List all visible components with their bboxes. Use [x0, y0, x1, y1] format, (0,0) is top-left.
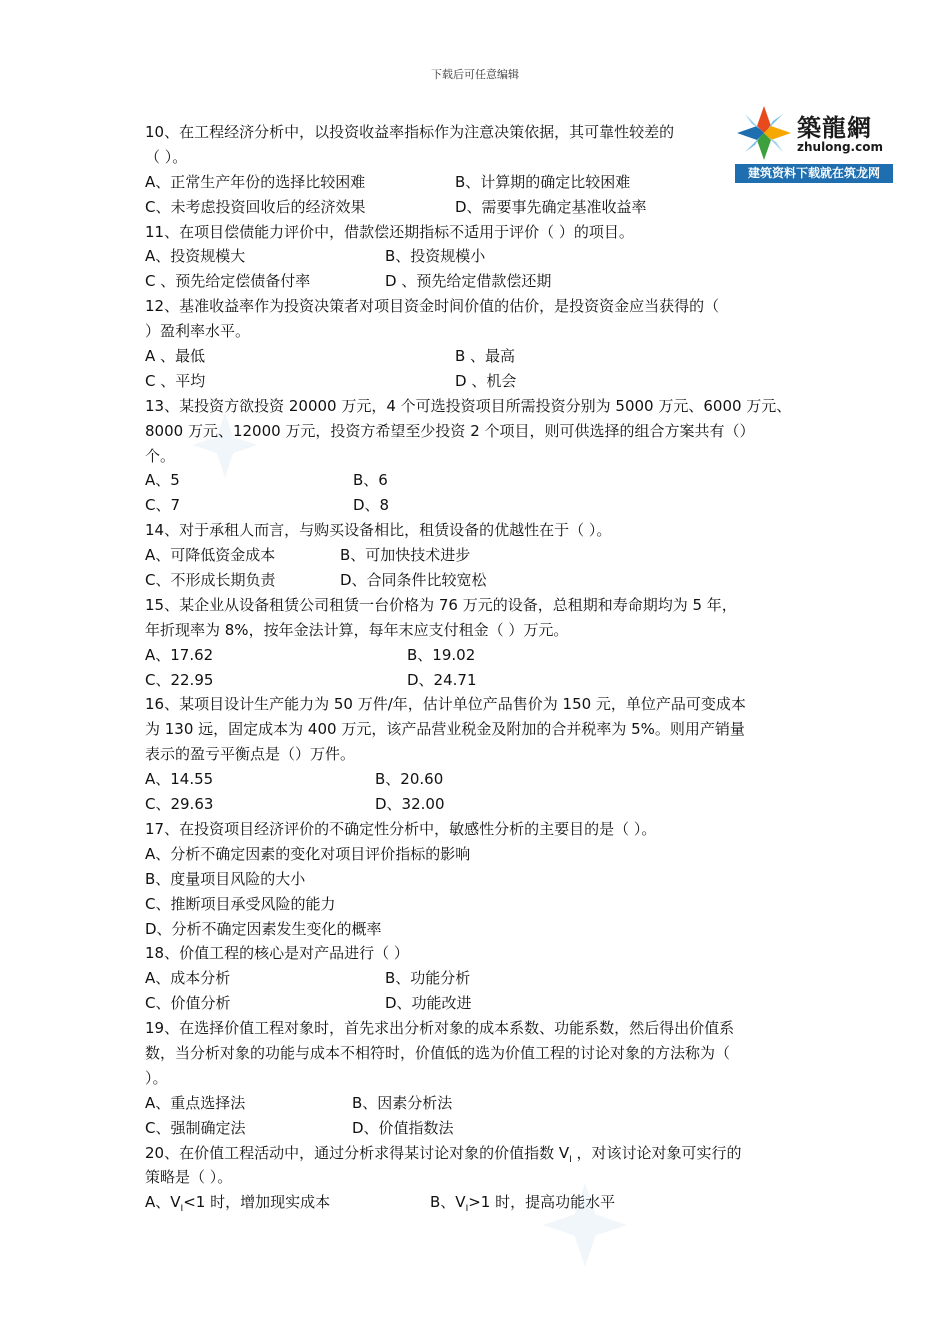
question-10: [145, 120, 810, 220]
question-text-line: [145, 593, 810, 618]
question-text: 年折现率为 8%，按年金法计算，每年末应支付租金（ ）万元。: [145, 620, 569, 639]
answer-option[interactable]: C 、预先给定偿债备付率: [145, 272, 311, 291]
answer-option[interactable]: B 、最高: [455, 347, 516, 366]
question-text-line: [145, 220, 810, 245]
question-text-line: [145, 618, 810, 643]
answer-option[interactable]: A、可降低资金成本: [145, 546, 276, 565]
subscript: I: [569, 1154, 572, 1165]
question-text: 13、某投资方欲投资 20000 万元，4 个可选投资项目所需投资分别为 5000 万元、6000 万元、: [145, 396, 792, 415]
answer-option[interactable]: D、32.00: [375, 795, 445, 814]
answer-option[interactable]: B、$V_I>1$ 时，提高功能水平: [430, 1193, 616, 1215]
answer-option[interactable]: B、20.60: [375, 770, 444, 789]
answer-option[interactable]: A、成本分析: [145, 969, 231, 988]
option-row: [145, 468, 810, 493]
option-row: [145, 568, 810, 593]
answer-option[interactable]: C、未考虑投资回收后的经济效果: [145, 197, 366, 216]
answer-option[interactable]: C、推断项目承受风险的能力: [145, 894, 336, 913]
question-text-line: [145, 444, 810, 469]
question-text-line: [145, 1016, 810, 1041]
question-text-line: [145, 145, 810, 170]
question-text-line: [145, 319, 810, 344]
answer-option[interactable]: C、价值分析: [145, 994, 231, 1013]
answer-option[interactable]: C、7: [145, 496, 181, 515]
question-15: [145, 593, 810, 693]
page-header: 下载后可任意编辑: [431, 68, 519, 81]
answer-option[interactable]: A、正常生产年份的选择比较困难: [145, 172, 366, 191]
question-text: 个。: [145, 446, 176, 465]
question-text: 策略是（ ）。: [145, 1168, 233, 1187]
question-text: ，对该讨论对象可实行的: [571, 1143, 742, 1162]
answer-option[interactable]: C、29.63: [145, 795, 214, 814]
question-11: [145, 220, 810, 295]
answer-option[interactable]: D 、机会: [455, 371, 517, 390]
answer-option[interactable]: D、功能改进: [385, 994, 472, 1013]
question-text-line: [145, 692, 810, 717]
answer-option[interactable]: D 、预先给定借款偿还期: [385, 272, 552, 291]
option-row: [145, 966, 810, 991]
option-row: [145, 369, 810, 394]
option-row: [145, 244, 810, 269]
question-16: [145, 692, 810, 816]
question-text: 表示的盈亏平衡点是（）万件。: [145, 745, 356, 764]
option-row: [145, 195, 810, 220]
logo-tagline: 建筑资料下载就在筑龙网: [735, 164, 893, 183]
answer-option[interactable]: A、5: [145, 471, 180, 490]
answer-option[interactable]: B、6: [353, 471, 388, 490]
answer-option[interactable]: A、17.62: [145, 645, 214, 664]
question-14: [145, 518, 810, 593]
question-text: 14、对于承租人而言，与购买设备相比，租赁设备的优越性在于（ ）。: [145, 521, 612, 540]
answer-option[interactable]: B、度量项目风险的大小: [145, 869, 306, 888]
answer-option[interactable]: B、因素分析法: [352, 1093, 453, 1112]
question-text-line: [145, 717, 810, 742]
question-text: 为 130 远，固定成本为 400 万元，该产品营业税金及附加的合并税率为 5%。则用产销量: [145, 720, 745, 739]
answer-option[interactable]: C、强制确定法: [145, 1118, 246, 1137]
answer-option[interactable]: D、价值指数法: [352, 1118, 454, 1137]
question-text: 11、在项目偿债能力评价中，借款偿还期指标不适用于评价（ ）的项目。: [145, 222, 634, 241]
question-text: 20、在价值工程活动中，通过分析求得某讨论对象的价值指数 V: [145, 1143, 570, 1162]
question-text-line: [145, 294, 810, 319]
question-text: 数，当分析对象的功能与成本不相符时，价值低的选为价值工程的讨论对象的方法称为（: [145, 1043, 731, 1062]
question-text: 16、某项目设计生产能力为 50 万件/年，估计单位产品售价为 150 元，单位产品可变成本: [145, 695, 746, 714]
question-text-line: [145, 1165, 810, 1190]
answer-option[interactable]: A、分析不确定因素的变化对项目评价指标的影响: [145, 844, 471, 863]
answer-option[interactable]: B、19.02: [407, 645, 476, 664]
answer-option[interactable]: B、投资规模小: [385, 247, 486, 266]
question-list: [145, 120, 810, 1215]
question-text: 18、价值工程的核心是对产品进行（ ）: [145, 944, 409, 963]
question-text-line: [145, 742, 810, 767]
question-text-line: [145, 120, 810, 145]
answer-option[interactable]: C、22.95: [145, 670, 214, 689]
answer-option[interactable]: A 、最低: [145, 347, 206, 366]
logo-url: zhulong.com: [797, 140, 883, 154]
option-row: [145, 170, 810, 195]
question-text: 17、在投资项目经济评价的不确定性分析中，敏感性分析的主要目的是（ ）。: [145, 819, 657, 838]
option-row: [145, 767, 810, 792]
question-12: [145, 294, 810, 394]
question-17: [145, 817, 810, 941]
question-text: 15、某企业从设备租赁公司租赁一台价格为 76 万元的设备，总租期和寿命期均为 5 年，: [145, 595, 737, 614]
option-row: [145, 269, 810, 294]
option-row: [145, 493, 810, 518]
answer-option[interactable]: D、分析不确定因素发生变化的概率: [145, 919, 382, 938]
question-text: 10、在工程经济分析中，以投资收益率指标作为注意决策依据，其可靠性较差的: [145, 123, 675, 141]
answer-option[interactable]: D、24.71: [407, 670, 477, 689]
option-row: [145, 1091, 810, 1116]
question-text-line: [145, 1041, 810, 1066]
answer-option[interactable]: C、不形成长期负责: [145, 571, 276, 590]
question-text: 12、基准收益率作为投资决策者对项目资金时间价值的估价，是投资资金应当获得的（: [145, 297, 720, 316]
answer-option[interactable]: B、可加快技术进步: [340, 546, 471, 565]
option-row: [145, 543, 810, 568]
answer-option[interactable]: D、8: [353, 496, 390, 515]
answer-option[interactable]: A、投资规模大: [145, 247, 246, 266]
question-text: 19、在选择价值工程对象时，首先求出分析对象的成本系数、功能系数，然后得出价值系: [145, 1019, 735, 1038]
logo-name: 築龍網: [797, 114, 872, 142]
question-20: [145, 1141, 810, 1216]
option-row: [145, 991, 810, 1016]
question-text: （ ）。: [145, 147, 188, 166]
option-row: [145, 643, 810, 668]
question-text-line: [145, 518, 810, 543]
question-text-line: [145, 941, 810, 966]
question-13: [145, 394, 810, 518]
answer-option[interactable]: B、功能分析: [385, 969, 471, 988]
question-text: 8000 万元、12000 万元，投资方希望至少投资 2 个项目，则可供选择的组合方案共有（）: [145, 421, 755, 440]
answer-option[interactable]: B、计算期的确定比较困难: [455, 172, 631, 191]
answer-option[interactable]: A、$V_I<1$ 时，增加现实成本: [145, 1193, 331, 1215]
option-row: [145, 792, 810, 817]
option-row: [145, 1190, 810, 1215]
question-18: [145, 941, 810, 1016]
answer-option[interactable]: A、重点选择法: [145, 1093, 246, 1112]
question-text: ）盈利率水平。: [145, 322, 251, 341]
question-text-line: [145, 1141, 810, 1166]
option-row: [145, 668, 810, 693]
answer-option[interactable]: C 、平均: [145, 371, 206, 390]
question-19: [145, 1016, 810, 1140]
option-row: [145, 1116, 810, 1141]
question-text-line: [145, 817, 810, 842]
answer-option[interactable]: A、14.55: [145, 770, 214, 789]
answer-option[interactable]: D、合同条件比较宽松: [340, 571, 487, 590]
answer-option[interactable]: D、需要事先确定基准收益率: [455, 197, 647, 216]
question-text: ）。: [145, 1068, 168, 1087]
option-row: [145, 344, 810, 369]
question-text-line: [145, 1066, 810, 1091]
question-text-line: [145, 419, 810, 444]
question-text-line: [145, 394, 810, 419]
